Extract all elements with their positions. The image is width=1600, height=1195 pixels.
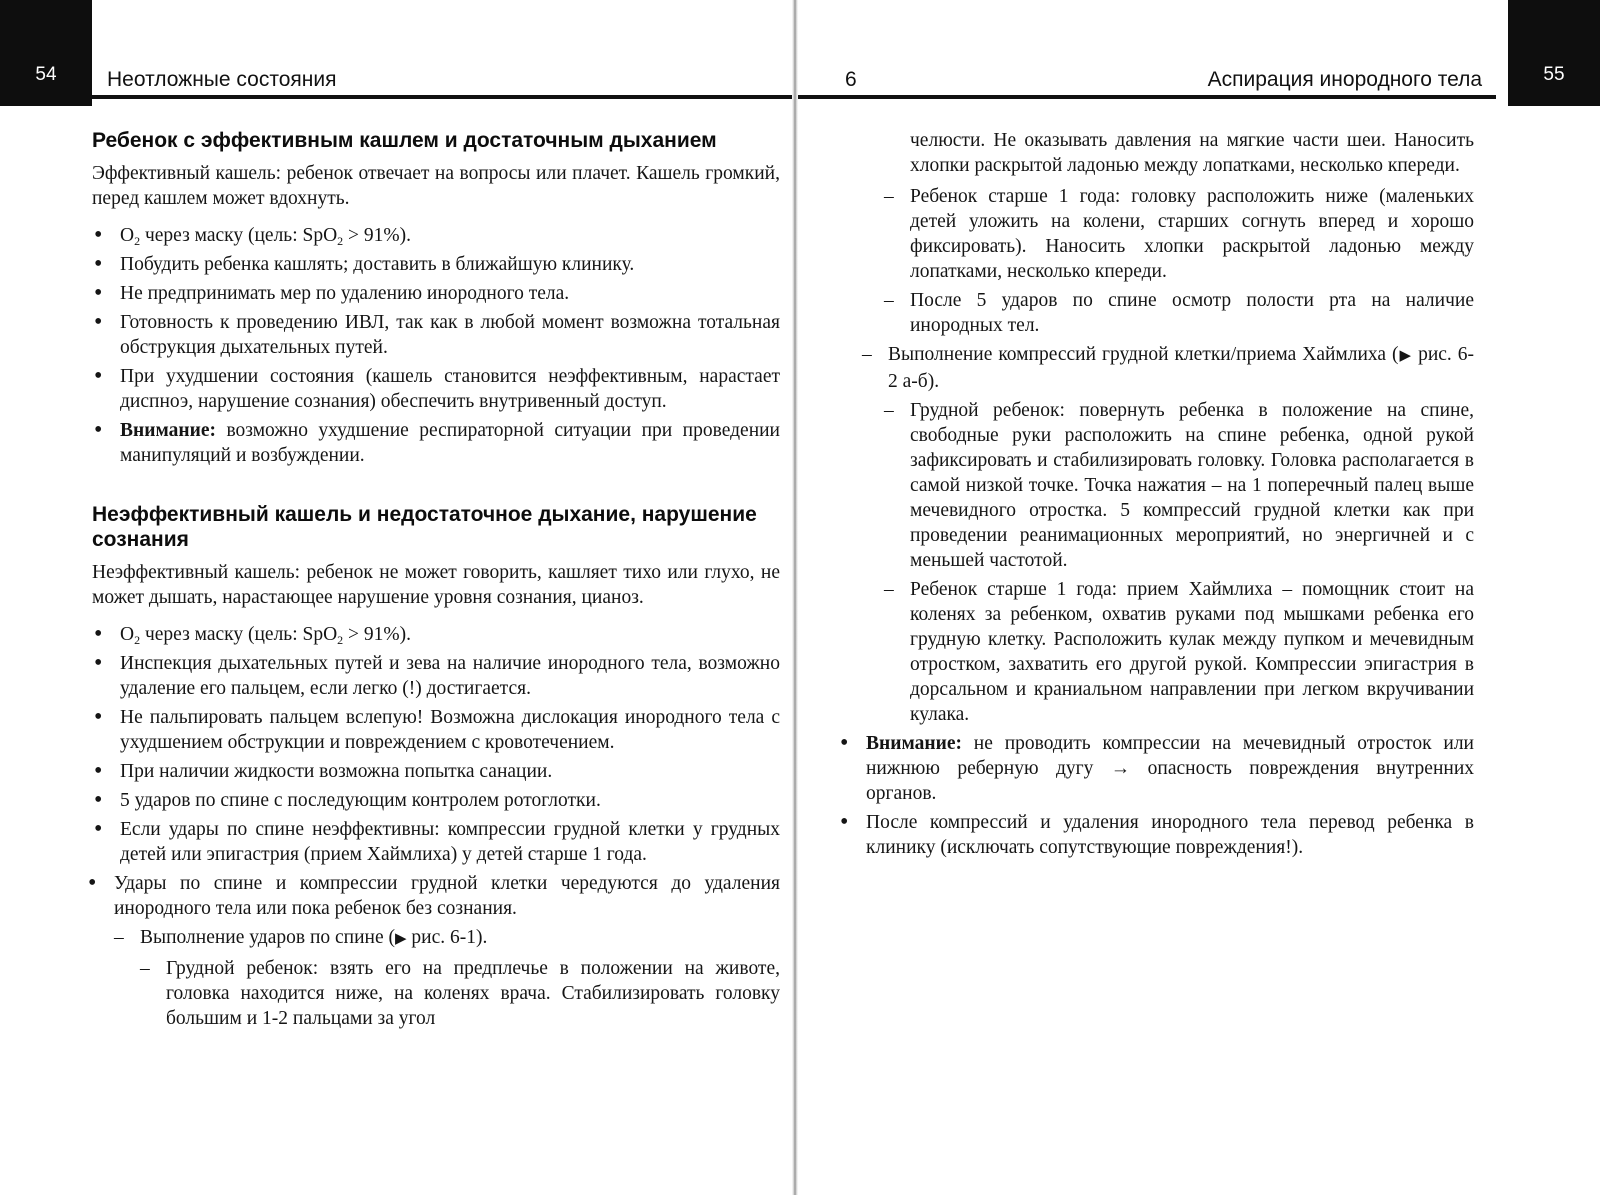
list-item: • Внимание: возможно ухудшение респираторной ситуации при проведении манипуляций и возбуждении. (92, 418, 780, 468)
chapter-number: 6 (845, 68, 857, 91)
bullet-list (92, 622, 780, 867)
list-item: • $O_2$ через маску (цель: SpO$_2$ > 91%). (92, 223, 780, 248)
bullet-list-outer (86, 871, 780, 921)
section-heading-effective-cough: Ребенок с эффективным кашлем и достаточным дыханием (92, 129, 717, 152)
list-item: • Не пальпировать пальцем вслепую! Возможна дислокация инородного тела с ухудшением обструкции и повреждением с кровотечением. (92, 705, 780, 755)
list-item: • Инспекция дыхательных путей и зева на наличие инородного тела, возможно удаление его пальцем, если легко (!) достигается. (92, 651, 780, 701)
list-item: • 5 ударов по спине с последующим контролем ротоглотки. (92, 788, 780, 813)
page-number: 54 (35, 64, 57, 85)
continued-text: челюсти. Не оказывать давления на мягкие части шеи. Наносить хлопки раскрытой ладонью между лопатками, несколько кпереди. (910, 130, 1474, 176)
warning-label: Внимание: (866, 733, 962, 754)
section-intro: Эффективный кашель: ребенок отвечает на вопросы или плачет. Кашель громкий, перед кашлем может вдохнуть. (92, 163, 780, 209)
right-page (800, 0, 1600, 1195)
triangle-right-icon: ▶ (1398, 348, 1413, 364)
dash-item: – Грудной ребенок: взять его на предплечье в положении на животе, головка находится ниже, на коленях врача. Стабилизировать головку большим и 1-2 пальцами за угол (140, 956, 780, 1031)
dash-list (862, 342, 1474, 394)
bullet-list (838, 731, 1474, 860)
triangle-right-icon: ▶ (395, 931, 407, 947)
left-content (92, 128, 780, 1035)
list-item: • Внимание: не проводить компрессии на мечевидный отросток или нижнюю реберную дугу → опасность повреждения внутренних органов. (838, 731, 1474, 806)
page-number-tab-left (0, 0, 92, 106)
dash-item: – Ребенок старше 1 года: прием Хаймлиха – помощник стоит на коленях за ребенком, охватив руками под мышками ребенка его грудную клетку. Расположить кулак между пупком и мечевидным отростком, захватить его другой рукой. Компрессии эпигастрия в дорсальном и краниальном направлении при легком вкручивании кулака. (884, 577, 1474, 727)
list-item: • При ухудшении состояния (кашель становится неэффективным, нарастает диспноэ, нарушение сознания) обеспечить внутривенный доступ. (92, 364, 780, 414)
dash-list-nested (884, 398, 1474, 727)
dash-item: – Выполнение ударов по спине (▶ рис. 6-1). (114, 925, 780, 952)
arrow-right-icon: → (1110, 758, 1131, 779)
section-heading-ineffective-cough: Неэффективный кашель и недостаточное дыхание, нарушение сознания (92, 503, 757, 551)
dash-item: – Грудной ребенок: повернуть ребенка в положение на спине, свободные руки расположить на спине ребенка, одной рукой зафиксировать и стабилизировать головку. Головка располагается в самой низкой точке. Точка нажатия – на 1 поперечный палец выше мечевидного отростка. 5 компрессий грудной клетки как при проведении реанимационных мероприятий, но энергичней и с меньшей частотой. (884, 398, 1474, 573)
section-intro: Неэффективный кашель: ребенок не может говорить, кашляет тихо или глухо, не может дышать, нарастающее нарушение уровня сознания, цианоз. (92, 562, 780, 608)
running-title-right: Аспирация инородного тела (1207, 68, 1482, 91)
list-item: • Побудить ребенка кашлять; доставить в ближайшую клинику. (92, 252, 780, 277)
list-item: • $O_2$ через маску (цель: SpO$_2$ > 91%). (92, 622, 780, 647)
header-rule-left (92, 95, 800, 99)
list-item: • При наличии жидкости возможна попытка санации. (92, 759, 780, 784)
running-title-left: Неотложные состояния (107, 68, 337, 91)
list-item: • Не предпринимать мер по удалению инородного тела. (92, 281, 780, 306)
warning-label: Внимание: (120, 420, 216, 441)
bullet-list (92, 223, 780, 468)
dash-list (114, 925, 780, 952)
page-number-tab-right (1508, 0, 1600, 106)
book-gutter (792, 0, 798, 1195)
dash-item: – Ребенок старше 1 года: головку расположить ниже (маленьких детей уложить на колени, старших согнуть вперед и хорошо фиксировать). Наносить хлопки раскрытой ладонью между лопатками, несколько кпереди. (884, 184, 1474, 284)
header-rule-right (800, 95, 1496, 99)
list-item: • Если удары по спине неэффективны: компрессии грудной клетки у грудных детей или эпигастрия (прием Хаймлиха) у детей старше 1 года. (92, 817, 780, 867)
dash-list-nested (140, 956, 780, 1031)
list-item: • После компрессий и удаления инородного тела перевод ребенка в клинику (исключать сопутствующие повреждения!). (838, 810, 1474, 860)
page-number: 55 (1543, 64, 1565, 85)
dash-item: – Выполнение компрессий грудной клетки/приема Хаймлиха (▶ рис. 6-2 а-б). (862, 342, 1474, 394)
dash-item: – После 5 ударов по спине осмотр полости рта на наличие инородных тел. (884, 288, 1474, 338)
dash-list-nested (884, 184, 1474, 338)
list-item: • Удары по спине и компрессии грудной клетки чередуются до удаления инородного тела или пока ребенок без сознания. (86, 871, 780, 921)
list-item: • Готовность к проведению ИВЛ, так как в любой момент возможна тотальная обструкция дыхательных путей. (92, 310, 780, 360)
right-content (862, 128, 1474, 864)
